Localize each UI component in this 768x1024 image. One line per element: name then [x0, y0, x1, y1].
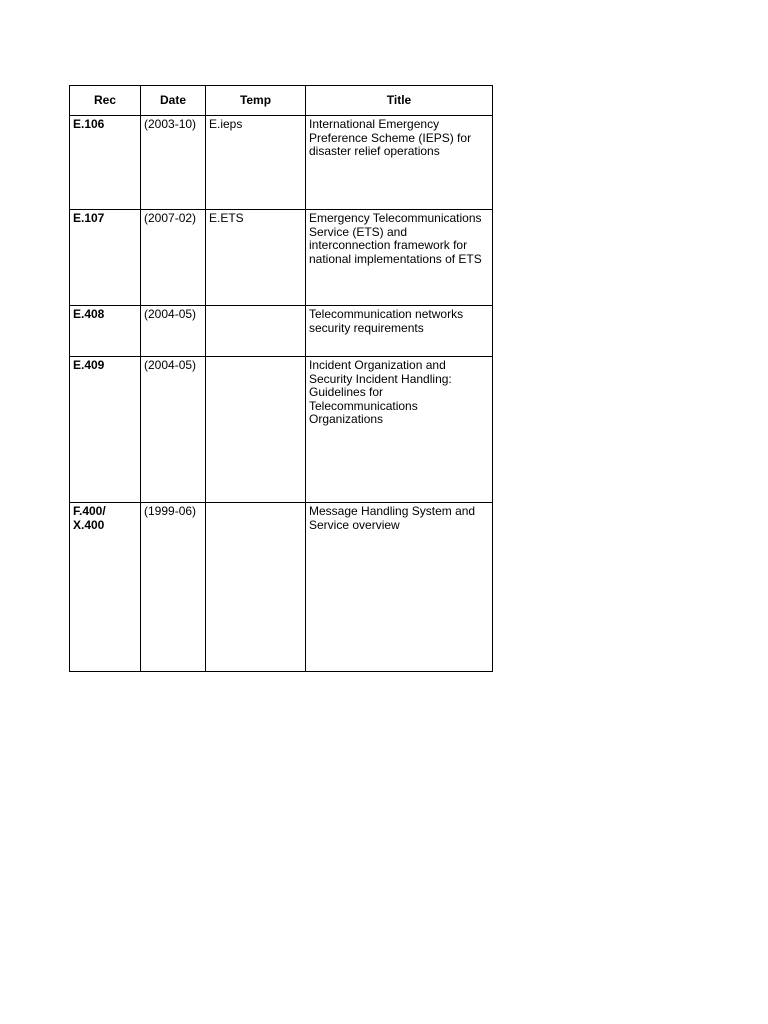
cell-date: (2007-02)	[141, 210, 206, 306]
table-header	[70, 86, 493, 116]
recommendations-table	[69, 85, 493, 672]
cell-temp	[206, 357, 306, 503]
cell-temp	[206, 503, 306, 672]
cell-temp: E.ieps	[206, 116, 306, 210]
cell-date: (2004-05)	[141, 357, 206, 503]
cell-rec: F.400/ X.400	[70, 503, 141, 672]
cell-rec: E.107	[70, 210, 141, 306]
header-title: Title	[306, 86, 493, 116]
table-row	[70, 357, 493, 503]
cell-title: Emergency Telecommunications Service (ETS) and interconnection framework for national implementations of ETS	[306, 210, 493, 306]
table-row	[70, 503, 493, 672]
table-row	[70, 306, 493, 357]
header-date: Date	[141, 86, 206, 116]
header-rec: Rec	[70, 86, 141, 116]
cell-rec: E.409	[70, 357, 141, 503]
cell-title: Incident Organization and Security Incident Handling: Guidelines for Telecommunications Organizations	[306, 357, 493, 503]
cell-rec: E.408	[70, 306, 141, 357]
cell-title: Message Handling System and Service overview	[306, 503, 493, 672]
cell-temp	[206, 306, 306, 357]
cell-title: Telecommunication networks security requirements	[306, 306, 493, 357]
cell-date: (1999-06)	[141, 503, 206, 672]
header-row	[70, 86, 493, 116]
cell-date: (2004-05)	[141, 306, 206, 357]
cell-temp: E.ETS	[206, 210, 306, 306]
table-body	[70, 116, 493, 672]
cell-date: (2003-10)	[141, 116, 206, 210]
cell-rec: E.106	[70, 116, 141, 210]
cell-title: International Emergency Preference Scheme (IEPS) for disaster relief operations	[306, 116, 493, 210]
table-row	[70, 210, 493, 306]
header-temp: Temp	[206, 86, 306, 116]
table-row	[70, 116, 493, 210]
